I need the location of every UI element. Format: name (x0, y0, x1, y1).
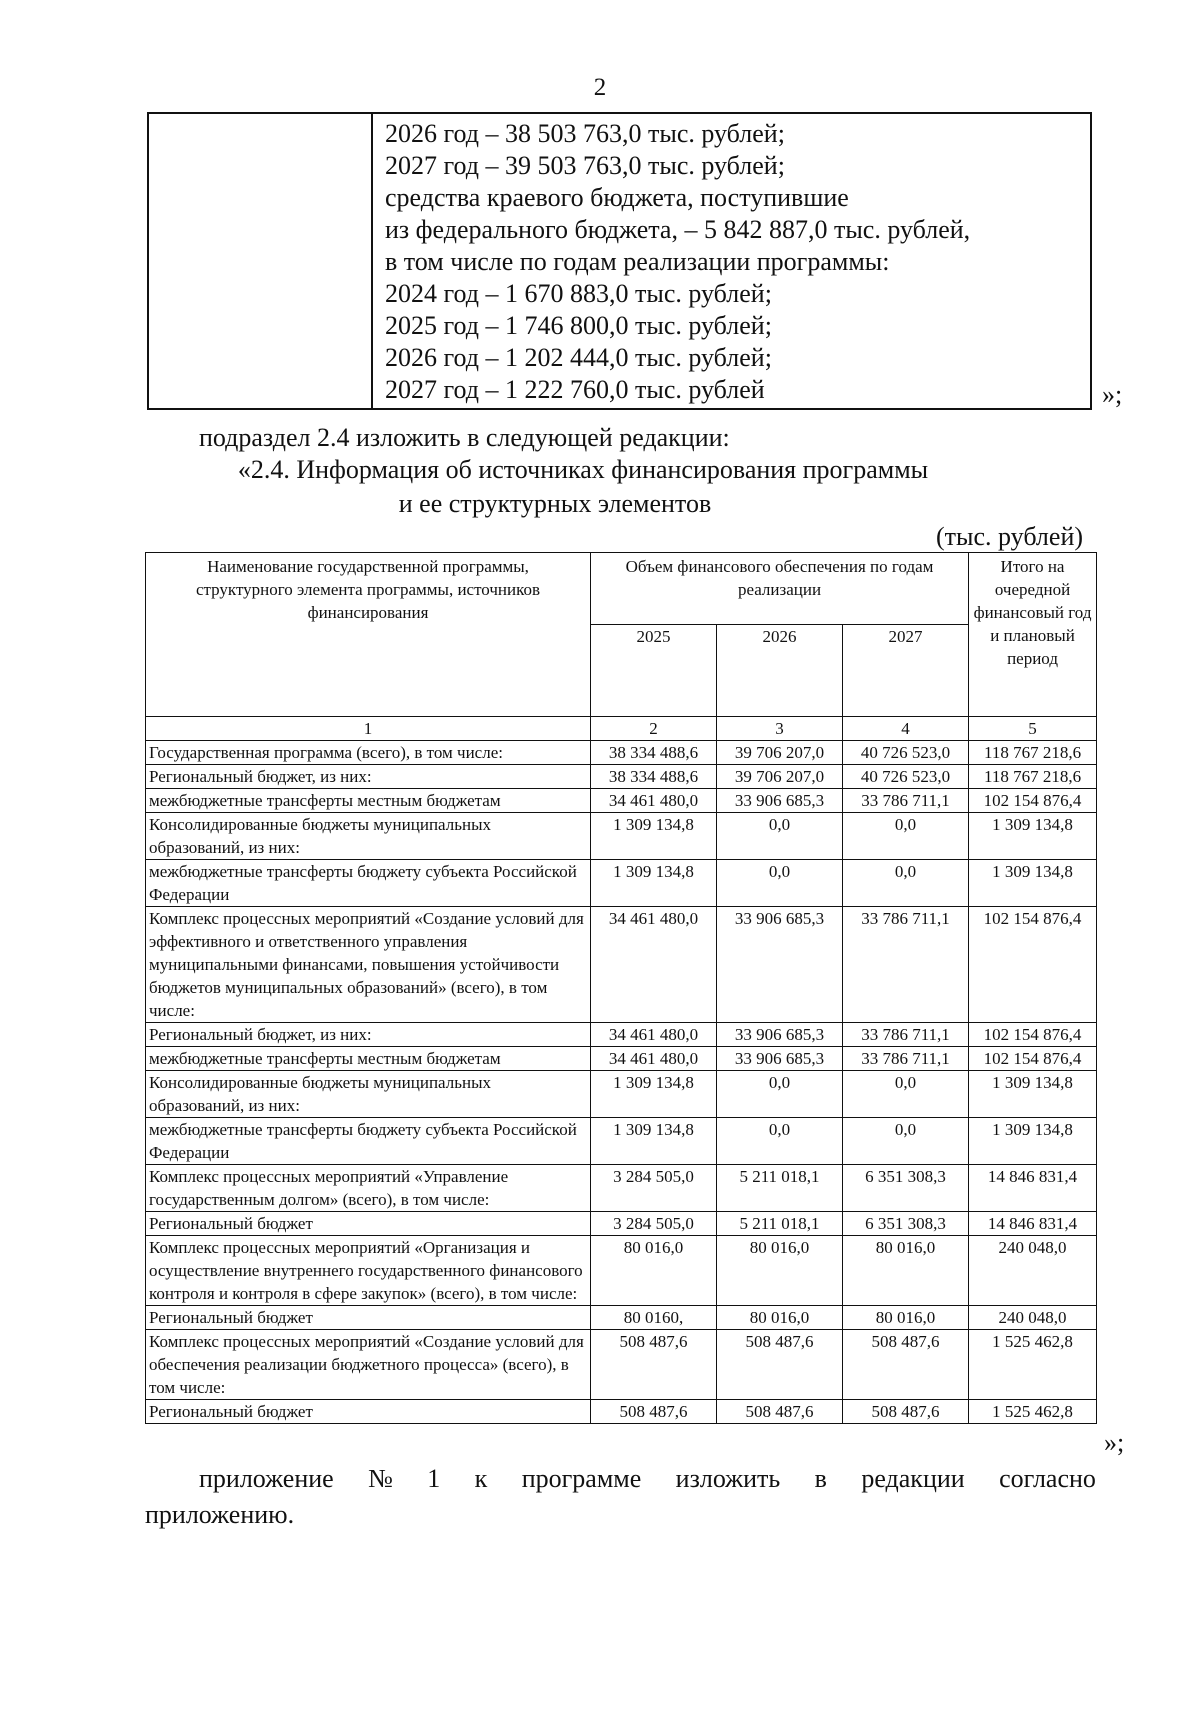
row-label: Консолидированные бюджеты муниципальных образований, из них: (146, 1070, 591, 1117)
closing-paragraph-line2: приложению. (145, 1500, 295, 1529)
table-row (146, 906, 1097, 1022)
table-row (146, 1046, 1097, 1070)
row-label: Комплекс процессных мероприятий «Управление государственным долгом» (всего), в том числе: (146, 1164, 591, 1211)
funding-line: 2027 год – 39 503 763,0 тыс. рублей; (385, 151, 785, 180)
row-value: 240 048,0 (969, 1235, 1097, 1305)
row-value: 102 154 876,4 (969, 906, 1097, 1022)
row-value: 80 016,0 (717, 1305, 843, 1329)
row-value: 0,0 (717, 1117, 843, 1164)
row-value: 1 309 134,8 (969, 859, 1097, 906)
row-value: 34 461 480,0 (591, 1046, 717, 1070)
row-value: 0,0 (843, 1117, 969, 1164)
funding-line: 2025 год – 1 746 800,0 тыс. рублей; (385, 311, 772, 340)
row-value: 80 016,0 (717, 1235, 843, 1305)
row-value: 5 211 018,1 (717, 1211, 843, 1235)
section-heading: «2.4. Информация об источниках финансирования программы (237, 455, 929, 484)
row-label: Комплекс процессных мероприятий «Организация и осуществление внутреннего государственного финансового контроля и контроля в сфере закупок» (всего), в том числе: (146, 1235, 591, 1305)
word: № (368, 1464, 393, 1493)
word: приложение (199, 1464, 334, 1493)
page-number: 2 (593, 74, 607, 101)
row-value: 38 334 488,6 (591, 764, 717, 788)
row-value: 33 786 711,1 (843, 1022, 969, 1046)
row-label: Комплекс процессных мероприятий «Создание условий для эффективного и ответственного управления муниципальными финансами, повышения устойчивости бюджетов муниципальных образований» (всего), в том числе: (146, 906, 591, 1022)
table-row (146, 1164, 1097, 1211)
column-number: 3 (717, 716, 843, 740)
row-value: 118 767 218,6 (969, 740, 1097, 764)
row-value: 508 487,6 (591, 1329, 717, 1399)
row-value: 5 211 018,1 (717, 1164, 843, 1211)
column-number: 4 (843, 716, 969, 740)
row-value: 1 309 134,8 (969, 1117, 1097, 1164)
row-value: 1 525 462,8 (969, 1329, 1097, 1399)
units-label: (тыс. рублей) (936, 522, 1084, 551)
row-value: 80 016,0 (843, 1305, 969, 1329)
closing-quote: »; (1102, 380, 1123, 409)
row-value: 508 487,6 (717, 1399, 843, 1423)
row-value: 1 309 134,8 (969, 1070, 1097, 1117)
row-value: 508 487,6 (843, 1399, 969, 1423)
row-value: 6 351 308,3 (843, 1211, 969, 1235)
funding-line: 2024 год – 1 670 883,0 тыс. рублей; (385, 279, 772, 308)
row-label: Региональный бюджет (146, 1211, 591, 1235)
row-label: Региональный бюджет (146, 1305, 591, 1329)
header-total: Итого на очередной финансовый год и плановый период (969, 553, 1097, 717)
row-value: 118 767 218,6 (969, 764, 1097, 788)
table-row (146, 1070, 1097, 1117)
table-row (146, 812, 1097, 859)
row-value: 40 726 523,0 (843, 764, 969, 788)
table-row (146, 764, 1097, 788)
word: в (814, 1464, 827, 1493)
funding-line: 2027 год – 1 222 760,0 тыс. рублей (385, 375, 765, 404)
column-number: 2 (591, 716, 717, 740)
table-row (146, 788, 1097, 812)
row-value: 102 154 876,4 (969, 788, 1097, 812)
row-value: 1 309 134,8 (591, 1117, 717, 1164)
funding-line: 2026 год – 38 503 763,0 тыс. рублей; (385, 119, 785, 148)
table-row (146, 1329, 1097, 1399)
word: программе (521, 1464, 642, 1493)
row-value: 0,0 (843, 859, 969, 906)
row-value: 3 284 505,0 (591, 1211, 717, 1235)
row-value: 102 154 876,4 (969, 1022, 1097, 1046)
row-value: 102 154 876,4 (969, 1046, 1097, 1070)
word: редакции (861, 1464, 965, 1493)
row-value: 0,0 (843, 812, 969, 859)
header-name-spacer (146, 624, 591, 716)
row-value: 508 487,6 (843, 1329, 969, 1399)
table-row (146, 859, 1097, 906)
column-number: 5 (969, 716, 1097, 740)
table-row (146, 1235, 1097, 1305)
continuation-right-cell (372, 113, 1091, 409)
row-value: 38 334 488,6 (591, 740, 717, 764)
funding-line: 2026 год – 1 202 444,0 тыс. рублей; (385, 343, 772, 372)
row-value: 14 846 831,4 (969, 1211, 1097, 1235)
row-value: 1 309 134,8 (969, 812, 1097, 859)
row-label: Региональный бюджет, из них: (146, 764, 591, 788)
row-value: 0,0 (717, 1070, 843, 1117)
table-row (146, 1305, 1097, 1329)
financing-table (145, 552, 1097, 1424)
row-value: 14 846 831,4 (969, 1164, 1097, 1211)
row-value: 33 906 685,3 (717, 906, 843, 1022)
closing-quote: »; (1104, 1428, 1125, 1457)
row-value: 80 016,0 (591, 1235, 717, 1305)
header-year: 2026 (717, 624, 843, 716)
row-label: межбюджетные трансферты местным бюджетам (146, 788, 591, 812)
header-year: 2027 (843, 624, 969, 716)
header-volume: Объем финансового обеспечения по годам реализации (591, 553, 969, 625)
word: изложить (675, 1464, 781, 1493)
row-value: 508 487,6 (717, 1329, 843, 1399)
row-value: 34 461 480,0 (591, 906, 717, 1022)
row-value: 34 461 480,0 (591, 1022, 717, 1046)
row-value: 33 786 711,1 (843, 906, 969, 1022)
row-value: 80 016,0 (843, 1235, 969, 1305)
row-label: межбюджетные трансферты бюджету субъекта Российской Федерации (146, 859, 591, 906)
row-label: Региональный бюджет (146, 1399, 591, 1423)
header-name: Наименование государственной программы, структурного элемента программы, источников финансирования (146, 553, 591, 625)
row-value: 33 786 711,1 (843, 1046, 969, 1070)
funding-line: в том числе по годам реализации программы: (385, 247, 890, 276)
table-row (146, 740, 1097, 764)
row-value: 80 0160, (591, 1305, 717, 1329)
row-value: 240 048,0 (969, 1305, 1097, 1329)
closing-paragraph-line1 (145, 1461, 1096, 1497)
table-row (146, 1117, 1097, 1164)
row-value: 33 906 685,3 (717, 788, 843, 812)
continuation-left-cell (148, 113, 372, 409)
row-value: 1 309 134,8 (591, 812, 717, 859)
instruction-paragraph: подраздел 2.4 изложить в следующей редакции: (199, 423, 730, 452)
table-row (146, 1022, 1097, 1046)
row-value: 33 786 711,1 (843, 788, 969, 812)
table-row (146, 1399, 1097, 1423)
row-label: межбюджетные трансферты местным бюджетам (146, 1046, 591, 1070)
row-value: 1 309 134,8 (591, 859, 717, 906)
word: 1 (427, 1464, 441, 1493)
row-value: 33 906 685,3 (717, 1022, 843, 1046)
row-value: 1 309 134,8 (591, 1070, 717, 1117)
funding-line: из федерального бюджета, – 5 842 887,0 тыс. рублей, (385, 215, 971, 244)
row-label: Государственная программа (всего), в том числе: (146, 740, 591, 764)
row-value: 34 461 480,0 (591, 788, 717, 812)
row-label: Консолидированные бюджеты муниципальных образований, из них: (146, 812, 591, 859)
row-value: 40 726 523,0 (843, 740, 969, 764)
closing-paragraph (145, 1461, 1096, 1533)
row-value: 0,0 (717, 859, 843, 906)
row-value: 39 706 207,0 (717, 740, 843, 764)
row-value: 508 487,6 (591, 1399, 717, 1423)
row-value: 0,0 (843, 1070, 969, 1117)
row-value: 1 525 462,8 (969, 1399, 1097, 1423)
row-value: 6 351 308,3 (843, 1164, 969, 1211)
word: согласно (999, 1464, 1096, 1493)
header-year: 2025 (591, 624, 717, 716)
funding-line: средства краевого бюджета, поступившие (385, 183, 849, 212)
column-number: 1 (146, 716, 591, 740)
row-label: Комплекс процессных мероприятий «Создание условий для обеспечения реализации бюджетного процесса» (всего), в том числе: (146, 1329, 591, 1399)
word: к (474, 1464, 488, 1493)
row-label: межбюджетные трансферты бюджету субъекта Российской Федерации (146, 1117, 591, 1164)
row-value: 39 706 207,0 (717, 764, 843, 788)
row-value: 33 906 685,3 (717, 1046, 843, 1070)
continuation-table (147, 112, 1092, 410)
section-heading-continued: и ее структурных элементов (398, 489, 712, 518)
financing-rows (146, 740, 1097, 1423)
row-value: 0,0 (717, 812, 843, 859)
row-label: Региональный бюджет, из них: (146, 1022, 591, 1046)
row-value: 3 284 505,0 (591, 1164, 717, 1211)
table-row (146, 1211, 1097, 1235)
